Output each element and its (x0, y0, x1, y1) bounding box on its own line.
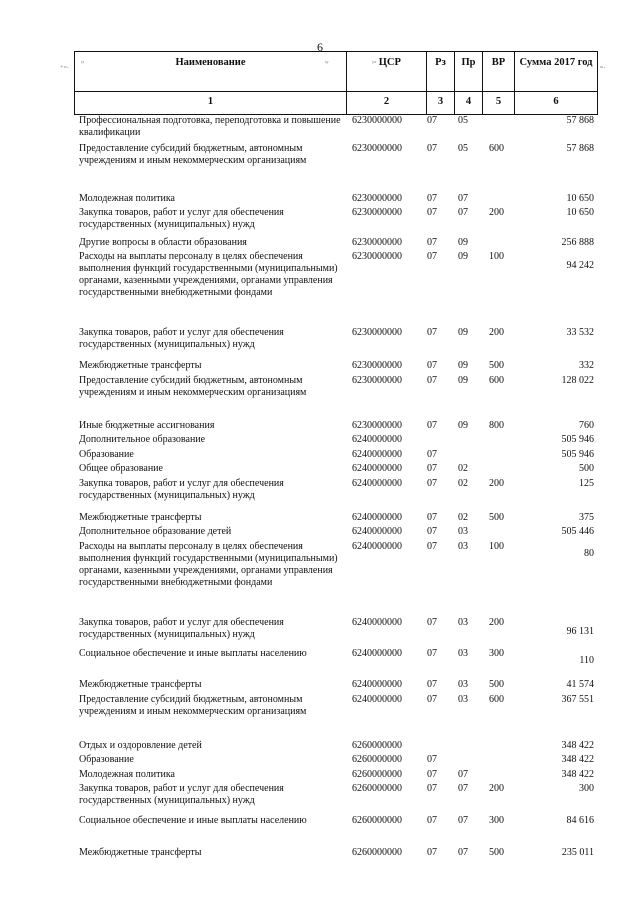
cell-pr: 09 (458, 251, 468, 262)
cell-sum: 10 650 (566, 193, 594, 204)
cell-csr: 6240000000 (352, 694, 402, 705)
header-num-3: 3 (437, 96, 444, 107)
cell-vr: 600 (489, 143, 504, 154)
cell-csr: 6230000000 (352, 375, 402, 386)
cell-name: Дополнительное образование детей (79, 526, 232, 537)
cell-sum: 256 888 (561, 237, 594, 248)
cell-name: Закупка товаров, работ и услуг для обеспечения государственных (муниципальных) нужд (79, 207, 284, 230)
cell-rz: 07 (427, 617, 437, 628)
cell-pr: 02 (458, 512, 468, 523)
cell-rz: 07 (427, 420, 437, 431)
header-csr-text: ЦСР (378, 57, 401, 68)
cell-name: Предоставление субсидий бюджетным, автономным учреждениям и иным некоммерческим организациям (79, 375, 307, 398)
margin-mark-header-left: ᵞᶦ (81, 59, 85, 67)
cell-name: Молодежная политика (79, 193, 175, 204)
cell-sum: 41 574 (566, 679, 594, 690)
cell-rz: 07 (427, 754, 437, 765)
cell-name: Иные бюджетные ассигнования (79, 420, 215, 431)
cell-vr: 200 (489, 327, 504, 338)
header-num-2: 2 (383, 96, 390, 107)
cell-rz: 07 (427, 815, 437, 826)
cell-pr: 03 (458, 679, 468, 690)
header-num-6: 6 (553, 96, 559, 107)
cell-name: Молодежная политика (79, 769, 175, 780)
cell-vr: 500 (489, 679, 504, 690)
cell-rz: 07 (427, 143, 437, 154)
cell-sum: 348 422 (561, 754, 594, 765)
cell-sum: 505 946 (561, 434, 594, 445)
cell-csr: 6230000000 (352, 360, 402, 371)
cell-rz: 07 (427, 360, 437, 371)
cell-csr: 6240000000 (352, 463, 402, 474)
cell-vr: 100 (489, 541, 504, 552)
cell-sum: 760 (579, 420, 594, 431)
cell-csr: 6260000000 (352, 769, 402, 780)
cell-name: Отдых и оздоровление детей (79, 740, 202, 751)
cell-name: Предоставление субсидий бюджетным, автономным учреждениям и иным некоммерческим организациям (79, 694, 307, 717)
cell-sum: 57 868 (566, 115, 594, 126)
cell-vr: 200 (489, 783, 504, 794)
cell-name: Межбюджетные трансферты (79, 360, 202, 371)
cell-rz: 07 (427, 207, 437, 218)
cell-csr: 6260000000 (352, 754, 402, 765)
cell-rz: 07 (427, 694, 437, 705)
cell-csr: 6260000000 (352, 815, 402, 826)
margin-mark-right-top: ᵃᶦ· (600, 64, 606, 72)
cell-csr: 6230000000 (352, 193, 402, 204)
cell-sum: 332 (579, 360, 594, 371)
cell-rz: 07 (427, 375, 437, 386)
cell-vr: 600 (489, 694, 504, 705)
cell-sum: 348 422 (561, 769, 594, 780)
cell-rz: 07 (427, 783, 437, 794)
cell-name: Образование (79, 449, 134, 460)
cell-vr: 200 (489, 478, 504, 489)
cell-rz: 07 (427, 847, 437, 858)
cell-vr: 500 (489, 847, 504, 858)
cell-name: Другие вопросы в области образования (79, 237, 247, 248)
cell-csr: 6230000000 (352, 207, 402, 218)
header-name-label: Наименование (175, 57, 246, 68)
header-cell-rz (426, 52, 454, 114)
cell-pr: 07 (458, 783, 468, 794)
cell-rz: 07 (427, 237, 437, 248)
cell-pr: 03 (458, 541, 468, 552)
cell-vr: 500 (489, 360, 504, 371)
cell-rz: 07 (427, 541, 437, 552)
cell-pr: 09 (458, 327, 468, 338)
cell-sum: 300 (579, 783, 594, 794)
header-csr-prefix: ʸᵃ (372, 59, 377, 67)
cell-pr: 09 (458, 375, 468, 386)
cell-rz: 07 (427, 478, 437, 489)
cell-csr: 6260000000 (352, 740, 402, 751)
cell-pr: 03 (458, 526, 468, 537)
cell-sum: 500 (579, 463, 594, 474)
cell-rz: 07 (427, 769, 437, 780)
cell-pr: 03 (458, 648, 468, 659)
cell-rz: 07 (427, 449, 437, 460)
cell-rz: 07 (427, 463, 437, 474)
header-vr-label: ВР (491, 57, 506, 68)
cell-pr: 03 (458, 694, 468, 705)
cell-name: Закупка товаров, работ и услуг для обеспечения государственных (муниципальных) нужд (79, 617, 284, 640)
cell-name: Закупка товаров, работ и услуг для обеспечения государственных (муниципальных) нужд (79, 327, 284, 350)
cell-sum: 505 946 (561, 449, 594, 460)
cell-sum: 110 (579, 655, 594, 666)
header-pr-label: Пр (461, 57, 476, 68)
cell-name: Профессиональная подготовка, переподготовка и повышение квалификации (79, 115, 341, 138)
cell-sum: 128 022 (561, 375, 594, 386)
cell-csr: 6240000000 (352, 679, 402, 690)
cell-csr: 6230000000 (352, 115, 402, 126)
header-num-1: 1 (207, 96, 214, 107)
cell-name: Расходы на выплаты персоналу в целях обеспечения выполнения функций государственными (муниципальными) органами, казенными учреждениями, органами управления государственными внебюджетными фондами (79, 251, 338, 298)
cell-pr: 07 (458, 207, 468, 218)
cell-csr: 6230000000 (352, 251, 402, 262)
cell-name: Межбюджетные трансферты (79, 512, 202, 523)
cell-csr: 6240000000 (352, 434, 402, 445)
cell-rz: 07 (427, 512, 437, 523)
cell-vr: 200 (489, 617, 504, 628)
cell-rz: 07 (427, 526, 437, 537)
cell-rz: 07 (427, 327, 437, 338)
cell-pr: 05 (458, 115, 468, 126)
cell-pr: 09 (458, 237, 468, 248)
cell-csr: 6260000000 (352, 847, 402, 858)
cell-name: Социальное обеспечение и иные выплаты населению (79, 648, 307, 659)
cell-rz: 07 (427, 193, 437, 204)
cell-sum: 125 (579, 478, 594, 489)
cell-vr: 200 (489, 207, 504, 218)
cell-sum: 10 650 (566, 207, 594, 218)
cell-pr: 02 (458, 478, 468, 489)
cell-sum: 80 (584, 548, 594, 559)
cell-csr: 6240000000 (352, 449, 402, 460)
cell-pr: 07 (458, 193, 468, 204)
cell-vr: 300 (489, 815, 504, 826)
cell-csr: 6240000000 (352, 648, 402, 659)
header-cell-pr (454, 52, 482, 114)
page-number: 6 (317, 40, 323, 54)
cell-name: Межбюджетные трансферты (79, 847, 202, 858)
cell-sum: 33 532 (566, 327, 594, 338)
cell-name: Закупка товаров, работ и услуг для обеспечения государственных (муниципальных) нужд (79, 478, 284, 501)
cell-csr: 6240000000 (352, 478, 402, 489)
cell-vr: 300 (489, 648, 504, 659)
header-rz-label: Рз (435, 57, 446, 68)
cell-pr: 07 (458, 769, 468, 780)
cell-pr: 03 (458, 617, 468, 628)
cell-sum: 235 011 (561, 847, 594, 858)
cell-pr: 05 (458, 143, 468, 154)
cell-name: Социальное обеспечение и иные выплаты населению (79, 815, 307, 826)
cell-name: Закупка товаров, работ и услуг для обеспечения государственных (муниципальных) нужд (79, 783, 284, 806)
cell-csr: 6240000000 (352, 526, 402, 537)
cell-vr: 500 (489, 512, 504, 523)
cell-name: Межбюджетные трансферты (79, 679, 202, 690)
cell-name: Предоставление субсидий бюджетным, автономным учреждениям и иным некоммерческим организациям (79, 143, 307, 166)
cell-sum: 94 242 (566, 260, 594, 271)
cell-sum: 57 868 (566, 143, 594, 154)
cell-csr: 6230000000 (352, 143, 402, 154)
cell-csr: 6240000000 (352, 541, 402, 552)
header-num-4: 4 (465, 96, 472, 107)
cell-csr: 6230000000 (352, 420, 402, 431)
header-sum-label: Сумма 2017 год (519, 57, 593, 68)
header-num-5: 5 (495, 96, 502, 107)
cell-csr: 6240000000 (352, 617, 402, 628)
cell-sum: 505 446 (561, 526, 594, 537)
cell-rz: 07 (427, 251, 437, 262)
cell-rz: 07 (427, 648, 437, 659)
cell-name: Дополнительное образование (79, 434, 206, 445)
cell-vr: 100 (489, 251, 504, 262)
cell-pr: 09 (458, 420, 468, 431)
cell-rz: 07 (427, 679, 437, 690)
cell-pr: 07 (458, 815, 468, 826)
cell-sum: 348 422 (561, 740, 594, 751)
header-cell-sum (514, 52, 598, 114)
cell-name: Образование (79, 754, 134, 765)
header-cell-name (74, 52, 346, 114)
header-cell-csr (346, 52, 426, 114)
margin-mark-header-mid: ˢʸ (325, 59, 329, 67)
cell-sum: 375 (579, 512, 594, 523)
cell-rz: 07 (427, 115, 437, 126)
cell-csr: 6240000000 (352, 512, 402, 523)
margin-mark-left-top: ⁺ʷ· (60, 64, 70, 72)
table-header (74, 51, 598, 115)
cell-sum: 367 551 (561, 694, 594, 705)
cell-sum: 96 131 (566, 626, 594, 637)
cell-name: Общее образование (79, 463, 163, 474)
header-cell-vr (482, 52, 514, 114)
cell-vr: 800 (489, 420, 504, 431)
cell-name: Расходы на выплаты персоналу в целях обеспечения выполнения функций государственными (муниципальными) органами, казенными учреждениями, органами управления государственными внебюджетными фондами (79, 541, 338, 588)
cell-csr: 6230000000 (352, 327, 402, 338)
cell-csr: 6260000000 (352, 783, 402, 794)
cell-pr: 09 (458, 360, 468, 371)
cell-pr: 02 (458, 463, 468, 474)
cell-vr: 600 (489, 375, 504, 386)
header-csr-label (347, 57, 426, 68)
cell-csr: 6230000000 (352, 237, 402, 248)
cell-sum: 84 616 (566, 815, 594, 826)
cell-pr: 07 (458, 847, 468, 858)
